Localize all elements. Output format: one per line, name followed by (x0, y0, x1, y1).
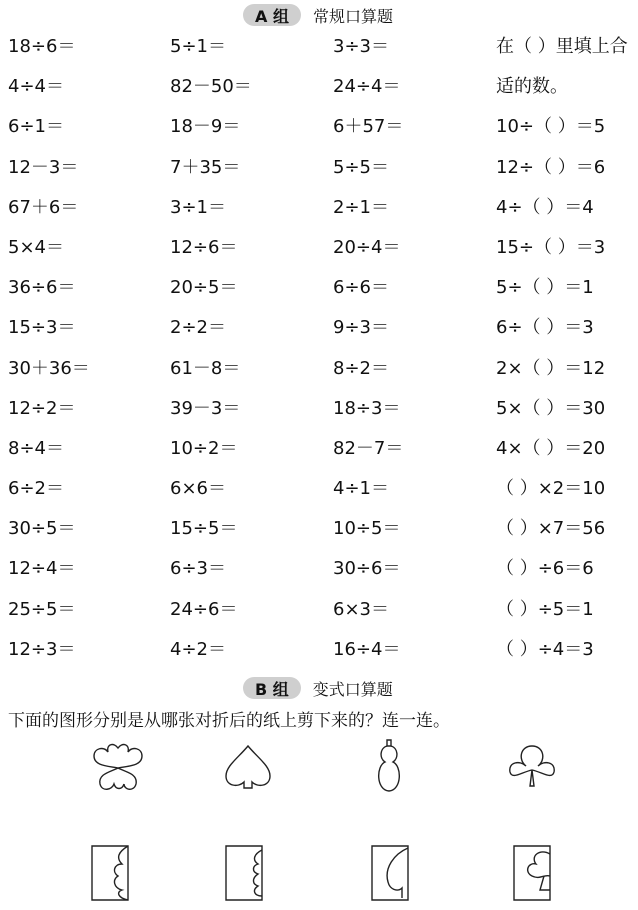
exercise-item: 6÷1＝ (8, 116, 64, 138)
exercise-item: 5÷5＝ (333, 156, 389, 178)
exercise-row (0, 466, 638, 506)
exercise-row (0, 64, 638, 104)
exercise-item: 15÷5＝ (170, 518, 238, 540)
exercise-item: 24÷4＝ (333, 76, 401, 98)
exercise-item: 9÷3＝ (333, 317, 389, 339)
exercise-item: 18－9＝ (170, 116, 241, 138)
folded-paper-cut-2 (222, 842, 268, 904)
exercise-row (0, 265, 638, 305)
exercise-grid (0, 24, 638, 667)
exercise-item: 15÷（ ）＝3 (496, 236, 606, 258)
exercise-item: 82－50＝ (170, 76, 252, 98)
exercise-item: 5÷1＝ (170, 36, 226, 57)
exercise-item: 18÷3＝ (333, 397, 401, 419)
section-b-title: 变式口算题 (312, 679, 393, 699)
exercise-item: 8÷4＝ (8, 437, 64, 459)
exercise-item: 4÷1＝ (333, 478, 389, 500)
exercise-item: 6÷6＝ (333, 277, 389, 299)
folded-paper-cut-3 (368, 842, 414, 904)
exercise-item: 在（ ）里填上合 (496, 36, 628, 57)
exercise-item: 20÷4＝ (333, 236, 401, 258)
exercise-row (0, 426, 638, 466)
section-b-badge: B 组 (243, 677, 301, 699)
exercise-item: 5×4＝ (8, 236, 64, 258)
exercise-item: 30÷6＝ (333, 558, 401, 580)
spade-shape (222, 744, 274, 790)
exercise-item: （ ）×2＝10 (496, 478, 606, 500)
exercise-row (0, 104, 638, 144)
exercise-item: 20÷5＝ (170, 277, 238, 299)
exercise-row (0, 185, 638, 225)
exercise-row (0, 587, 638, 627)
exercise-item: 6×6＝ (170, 478, 226, 500)
exercise-item: 2×（ ）＝12 (496, 357, 606, 379)
exercise-row (0, 627, 638, 667)
exercise-item: 3÷3＝ (333, 36, 389, 57)
exercise-item: 12÷（ ）＝6 (496, 156, 606, 178)
section-a-title: 常规口算题 (312, 6, 393, 26)
exercise-item: 6＋57＝ (333, 116, 404, 138)
exercise-item: 4÷（ ）＝4 (496, 196, 594, 218)
exercise-item: 30÷5＝ (8, 518, 76, 540)
exercise-item: 12÷4＝ (8, 558, 76, 580)
club-shape (504, 740, 560, 794)
exercise-item: 4×（ ）＝20 (496, 437, 606, 459)
exercise-item: 3÷1＝ (170, 196, 226, 218)
exercise-item: 6×3＝ (333, 598, 389, 620)
exercise-row (0, 145, 638, 185)
exercise-item: 2÷2＝ (170, 317, 226, 339)
exercise-item: 36÷6＝ (8, 277, 76, 299)
exercise-item: 4÷4＝ (8, 76, 64, 98)
exercise-item: 10÷（ ）＝5 (496, 116, 606, 138)
exercise-item: （ ）÷5＝1 (496, 598, 594, 620)
exercise-row (0, 225, 638, 265)
exercise-item: 10÷2＝ (170, 437, 238, 459)
exercise-item: 12－3＝ (8, 156, 79, 178)
exercise-row (0, 346, 638, 386)
folded-paper-cut-4 (510, 842, 556, 904)
gourd-shape (374, 738, 404, 794)
exercise-item: （ ）÷6＝6 (496, 558, 594, 580)
exercise-item: 4÷2＝ (170, 638, 226, 660)
exercise-item: 12÷6＝ (170, 236, 238, 258)
exercise-item: 25÷5＝ (8, 598, 76, 620)
exercise-item: 12÷3＝ (8, 638, 76, 660)
exercise-item: 61－8＝ (170, 357, 241, 379)
folded-paper-cut-1 (88, 842, 134, 904)
exercise-item: 5÷（ ）＝1 (496, 277, 594, 299)
exercise-row (0, 506, 638, 546)
exercise-item: 15÷3＝ (8, 317, 76, 339)
exercise-item: 67＋6＝ (8, 196, 79, 218)
exercise-item: 7＋35＝ (170, 156, 241, 178)
exercise-item: 30＋36＝ (8, 357, 90, 379)
exercise-item: 24÷6＝ (170, 598, 238, 620)
exercise-row (0, 305, 638, 345)
section-b-header (243, 676, 393, 700)
clover-shape (88, 740, 148, 796)
exercise-item: 6÷2＝ (8, 478, 64, 500)
section-a-badge: A 组 (243, 4, 301, 26)
exercise-item: 6÷3＝ (170, 558, 226, 580)
exercise-row (0, 546, 638, 586)
exercise-item: 6÷（ ）＝3 (496, 317, 594, 339)
exercise-item: 5×（ ）＝30 (496, 397, 606, 419)
exercise-item: 82－7＝ (333, 437, 404, 459)
exercise-item: 39－3＝ (170, 397, 241, 419)
exercise-row (0, 24, 638, 64)
exercise-item: 10÷5＝ (333, 518, 401, 540)
exercise-item: 适的数。 (496, 76, 568, 98)
exercise-row (0, 386, 638, 426)
section-b-instruction: 下面的图形分别是从哪张对折后的纸上剪下来的？连一连。 (8, 711, 450, 731)
exercise-item: 18÷6＝ (8, 36, 76, 57)
exercise-item: 8÷2＝ (333, 357, 389, 379)
exercise-item: 2÷1＝ (333, 196, 389, 218)
exercise-item: （ ）×7＝56 (496, 518, 606, 540)
exercise-item: 16÷4＝ (333, 638, 401, 660)
exercise-item: （ ）÷4＝3 (496, 638, 594, 660)
exercise-item: 12÷2＝ (8, 397, 76, 419)
